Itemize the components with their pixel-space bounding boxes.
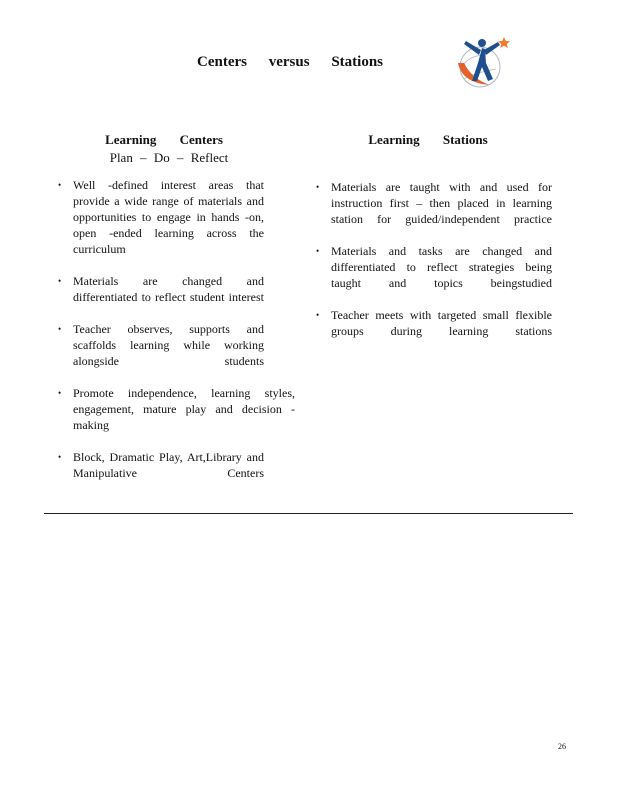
list-item: • Materials are changed and differentiated to reflect student interest <box>58 273 264 305</box>
page-number: 26 <box>558 742 566 751</box>
right-column-header: Learning Stations <box>368 132 488 147</box>
left-column-subheader: Plan – Do – Reflect <box>109 150 229 165</box>
list-item: • Materials are taught with and used for instruction first – then placed in learning station for guided/independent practice <box>316 179 552 227</box>
left-column-list <box>58 177 295 497</box>
list-item: • Promote independence, learning styles, engagement, mature play and decision -making <box>58 385 295 433</box>
right-column-list <box>316 179 552 355</box>
page-title: Centers versus Stations <box>197 54 383 70</box>
person-with-star-logo <box>452 33 512 91</box>
section-divider <box>44 513 573 514</box>
list-item: • Block, Dramatic Play, Art,Library and Manipulative Centers <box>58 449 264 481</box>
list-item: • Teacher meets with targeted small flexible groups during learning stations <box>316 307 552 339</box>
left-column-header: Learning Centers <box>105 132 223 147</box>
list-item: • Materials and tasks are changed and differentiated to reflect strategies being taught and topics beingstudied <box>316 243 552 291</box>
list-item: • Well -defined interest areas that provide a wide range of materials and opportunities to engage in hands -on, open -ended learning across the curriculum <box>58 177 264 257</box>
list-item: • Teacher observes, supports and scaffolds learning while working alongside students <box>58 321 264 369</box>
